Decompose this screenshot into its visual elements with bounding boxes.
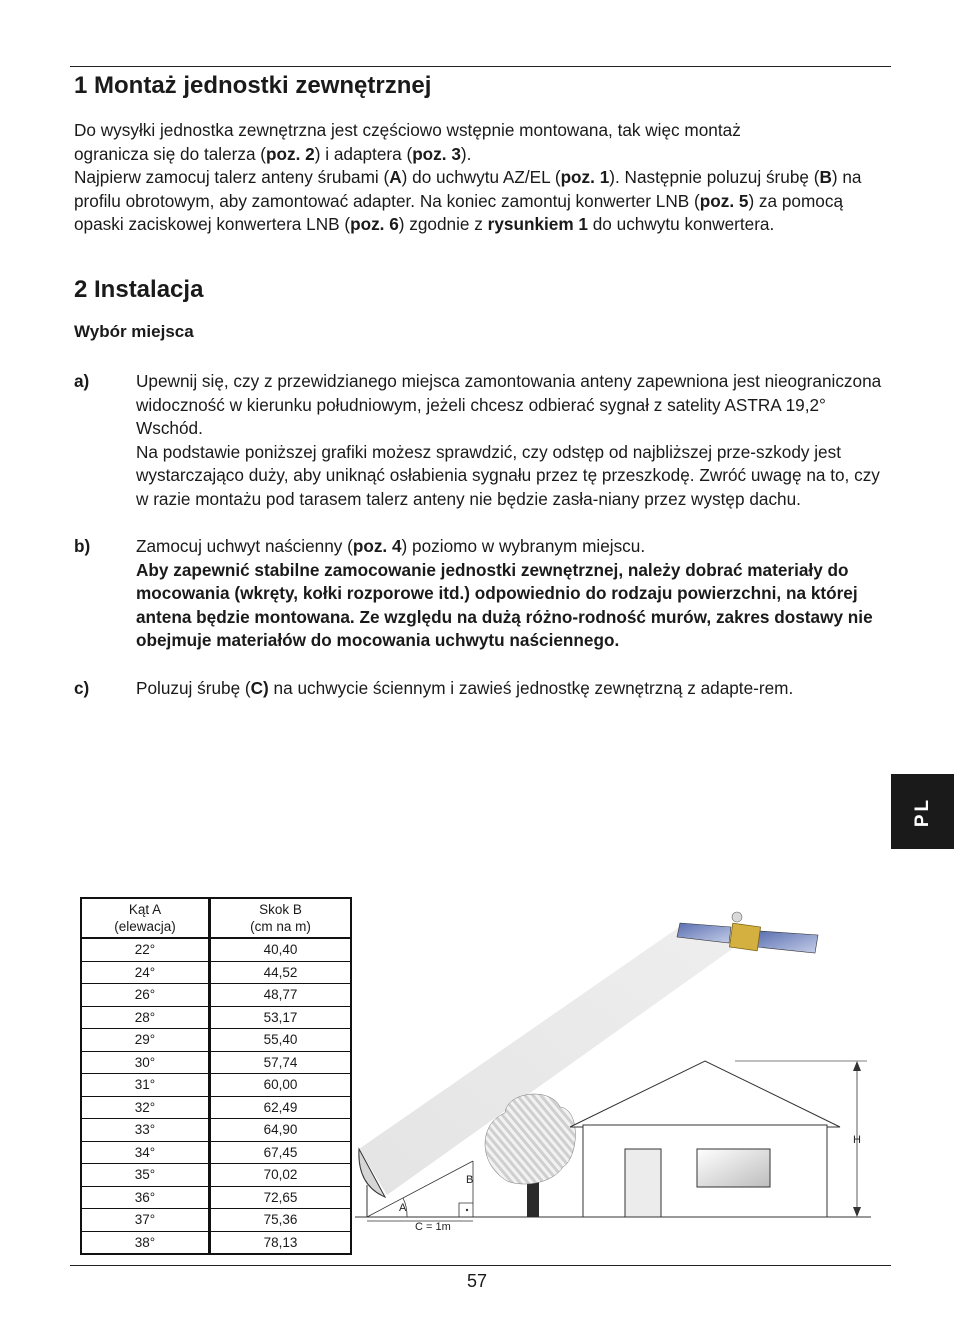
pitch-cell: 57,74 bbox=[210, 1051, 352, 1074]
table-row bbox=[81, 961, 351, 984]
table-header-pitch: Skok B (cm na m) bbox=[210, 898, 352, 938]
table-row bbox=[81, 1164, 351, 1187]
angle-a-label: A bbox=[399, 1202, 407, 1214]
angle-cell: 31° bbox=[81, 1074, 210, 1097]
angle-cell: 32° bbox=[81, 1096, 210, 1119]
angle-cell: 35° bbox=[81, 1164, 210, 1187]
table-row bbox=[81, 938, 351, 961]
page-number: 57 bbox=[466, 1271, 488, 1291]
table-row bbox=[81, 1186, 351, 1209]
pitch-cell: 60,00 bbox=[210, 1074, 352, 1097]
section2-title: 2 Instalacja bbox=[74, 276, 204, 303]
angle-cell: 36° bbox=[81, 1186, 210, 1209]
house-icon bbox=[570, 1061, 840, 1217]
angle-cell: 24° bbox=[81, 961, 210, 984]
step-b-label: B bbox=[466, 1174, 474, 1186]
pitch-cell: 53,17 bbox=[210, 1006, 352, 1029]
dish-placement-illustration bbox=[355, 895, 875, 1235]
pitch-cell: 67,45 bbox=[210, 1141, 352, 1164]
list-label: b) bbox=[74, 536, 91, 556]
pitch-cell: 48,77 bbox=[210, 984, 352, 1007]
table-row bbox=[81, 1231, 351, 1254]
pitch-cell: 55,40 bbox=[210, 1029, 352, 1052]
angle-cell: 30° bbox=[81, 1051, 210, 1074]
angle-cell: 33° bbox=[81, 1119, 210, 1142]
angle-cell: 34° bbox=[81, 1141, 210, 1164]
pitch-cell: 44,52 bbox=[210, 961, 352, 984]
table-row bbox=[81, 1051, 351, 1074]
list-item-c: c) Poluzuj śrubę (C) na uchwycie ściennym i zawieś jednostkę zewnętrzną z adapte-rem. bbox=[74, 677, 884, 701]
table-row bbox=[81, 1141, 351, 1164]
table-row bbox=[81, 1029, 351, 1052]
table-header-angle: Kąt A (elewacja) bbox=[81, 898, 210, 938]
angle-cell: 29° bbox=[81, 1029, 210, 1052]
angle-cell: 26° bbox=[81, 984, 210, 1007]
pitch-cell: 70,02 bbox=[210, 1164, 352, 1187]
table-row bbox=[81, 1006, 351, 1029]
elevation-table bbox=[80, 897, 352, 1255]
pitch-cell: 40,40 bbox=[210, 938, 352, 961]
bottom-rule bbox=[70, 1265, 891, 1266]
angle-cell: 38° bbox=[81, 1231, 210, 1254]
angle-cell: 22° bbox=[81, 938, 210, 961]
section1-paragraph: Do wysyłki jednostka zewnętrzna jest częściowo wstępnie montowana, tak więc montaż ogranicza się do talerza (poz. 2) i adaptera (poz. 3). Najpierw zamocuj talerz anteny śrubami (A) do uchwytu AZ/EL (poz. 1). Następnie poluzuj śrubę (B) na profilu obrotowym, aby zamontować adapter. Na koniec zamontuj konwerter LNB (poz. 5) za pomocą opaski zaciskowej konwertera LNB (poz. 6) zgodnie z rysunkiem 1 do uchwytu konwertera. bbox=[74, 120, 862, 234]
pitch-cell: 75,36 bbox=[210, 1209, 352, 1232]
angle-cell: 28° bbox=[81, 1006, 210, 1029]
pitch-cell: 78,13 bbox=[210, 1231, 352, 1254]
list-label: a) bbox=[74, 371, 90, 391]
list-item-a: a) Upewnij się, czy z przewidzianego miejsca zamontowania anteny zapewniona jest nieograniczona widoczność w kierunku południowym, jeżeli chcesz odbierać sygnał z satelity ASTRA 19,2° Wschód. Na podstawie poniższej grafiki możesz sprawdzić, czy odstęp od najbliższej prze-szkody jest wystarczająco duży, aby uniknąć osłabienia sygnału przez tę przeszkodę. Zwróć uwagę na to, czy w razie montażu pod tarasem talerz anteny nie będzie zasła-niany przez występ dachu. bbox=[74, 371, 882, 509]
distance-c-label: C = 1m bbox=[415, 1221, 451, 1233]
section2-subtitle: Wybór miejsca bbox=[74, 322, 194, 341]
table-row bbox=[81, 1209, 351, 1232]
table-row bbox=[81, 1074, 351, 1097]
list-item-b: b) Zamocuj uchwyt naścienny (poz. 4) poziomo w wybranym miejscu. Aby zapewnić stabilne zamocowanie jednostki zewnętrznej, należy dobrać materiały do mocowania (wkręty, kołki rozporowe itd.) odpowiednio do rodzaju powierzchni, na której antena będzie montowana. Ze względu na dużą różno-rodność murów, zakres dostawy nie obejmuje materiałów do mocowania uchwytu naściennego. bbox=[74, 536, 873, 650]
angle-cell: 37° bbox=[81, 1209, 210, 1232]
table-row bbox=[81, 1096, 351, 1119]
table-row bbox=[81, 984, 351, 1007]
list-label: c) bbox=[74, 678, 90, 698]
language-tab bbox=[891, 774, 954, 849]
pitch-cell: 72,65 bbox=[210, 1186, 352, 1209]
table-row bbox=[81, 1119, 351, 1142]
pitch-cell: 62,49 bbox=[210, 1096, 352, 1119]
language-tab-label: PL bbox=[911, 796, 933, 827]
section1-title: 1 Montaż jednostki zewnętrznej bbox=[74, 72, 432, 99]
height-h-label: H bbox=[853, 1134, 861, 1146]
top-rule bbox=[70, 66, 891, 67]
pitch-cell: 64,90 bbox=[210, 1119, 352, 1142]
